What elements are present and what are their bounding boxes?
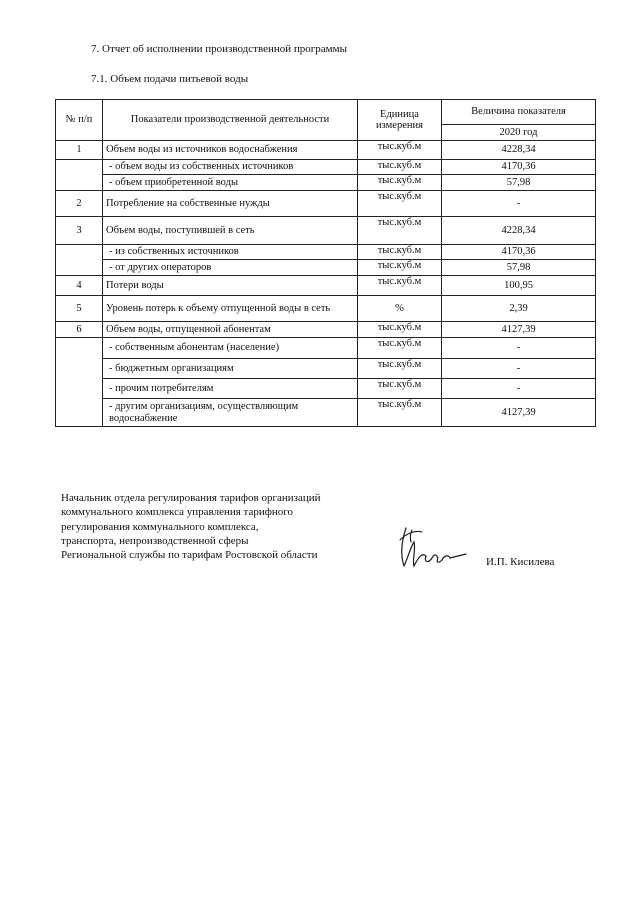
row-name: - объем приобретенной воды [103, 175, 358, 191]
row-num: 1 [56, 141, 103, 160]
section-title: 7. Отчет об исполнении производственной программы [91, 43, 347, 55]
table-row [56, 191, 596, 217]
row-name: - бюджетным организациям [103, 359, 358, 379]
row-value: 4170,36 [442, 245, 596, 260]
signatory-line: Региональной службы по тарифам Ростовской области [61, 549, 318, 562]
signatory-line: регулирования коммунального комплекса, [61, 520, 259, 533]
row-value: - [442, 379, 596, 399]
table-row [56, 217, 596, 245]
table-row [56, 260, 596, 276]
row-unit: тыс.куб.м [358, 322, 442, 338]
table-row [56, 245, 596, 260]
row-num: 2 [56, 191, 103, 217]
row-name: - собственным абонентам (население) [103, 338, 358, 359]
row-value: 57,98 [442, 175, 596, 191]
row-name: - от других операторов [103, 260, 358, 276]
row-value: 4228,34 [442, 217, 596, 245]
table-row [56, 296, 596, 322]
row-num [56, 338, 103, 427]
row-value: 100,95 [442, 276, 596, 296]
header-num: № п/п [56, 100, 103, 141]
row-unit: % [358, 296, 442, 322]
row-value: 2,39 [442, 296, 596, 322]
row-name: Потери воды [103, 276, 358, 296]
row-name: Уровень потерь к объему отпущенной воды в сеть [103, 296, 358, 322]
table-row [56, 175, 596, 191]
signer-name: И.П. Кисилева [486, 556, 555, 568]
row-name: Объем воды, отпущенной абонентам [103, 322, 358, 338]
row-unit: тыс.куб.м [358, 379, 442, 399]
table-row [56, 359, 596, 379]
header-unit: Единица измерения [358, 100, 442, 141]
row-name: - объем воды из собственных источников [103, 160, 358, 175]
row-value: 4228,34 [442, 141, 596, 160]
table-row [56, 160, 596, 175]
handwritten-signature [392, 520, 472, 576]
table-row [56, 322, 596, 338]
table-row [56, 338, 596, 359]
row-value: 4127,39 [442, 399, 596, 427]
row-value: - [442, 338, 596, 359]
row-num: 3 [56, 217, 103, 245]
table-row [56, 379, 596, 399]
signatory-line: Начальник отдела регулирования тарифов организаций [61, 492, 321, 504]
header-name: Показатели производственной деятельности [103, 100, 358, 141]
row-unit: тыс.куб.м [358, 175, 442, 191]
water-supply-table [55, 99, 596, 427]
row-name: Потребление на собственные нужды [103, 191, 358, 217]
signatory-line: транспорта, непроизводственной сферы [61, 534, 249, 547]
row-name: - из собственных источников [103, 245, 358, 260]
header-value: Величина показателя [442, 100, 596, 125]
signatory-line: коммунального комплекса управления тарифного [61, 506, 293, 519]
row-name: - прочим потребителям [103, 379, 358, 399]
row-unit: тыс.куб.м [358, 359, 442, 379]
row-unit: тыс.куб.м [358, 399, 442, 427]
row-value: 4170,36 [442, 160, 596, 175]
table-row [56, 399, 596, 427]
row-value: 4127,39 [442, 322, 596, 338]
row-value: 57,98 [442, 260, 596, 276]
row-name: Объем воды, поступившей в сеть [103, 217, 358, 245]
header-year: 2020 год [442, 125, 596, 141]
row-num: 6 [56, 322, 103, 338]
row-name: Объем воды из источников водоснабжения [103, 141, 358, 160]
row-unit: тыс.куб.м [358, 245, 442, 260]
row-unit: тыс.куб.м [358, 217, 442, 245]
row-value: - [442, 359, 596, 379]
row-num: 5 [56, 296, 103, 322]
row-unit: тыс.куб.м [358, 276, 442, 296]
row-name: - другим организациям, осуществляющим водоснабжение [103, 399, 358, 427]
table-row [56, 141, 596, 160]
table-row [56, 276, 596, 296]
signatory-title [61, 491, 321, 562]
subsection-title: 7.1. Объем подачи питьевой воды [91, 73, 249, 85]
row-unit: тыс.куб.м [358, 260, 442, 276]
row-unit: тыс.куб.м [358, 338, 442, 359]
row-unit: тыс.куб.м [358, 141, 442, 160]
row-unit: тыс.куб.м [358, 191, 442, 217]
row-value: - [442, 191, 596, 217]
row-num [56, 245, 103, 276]
row-num [56, 160, 103, 191]
row-unit: тыс.куб.м [358, 160, 442, 175]
row-num: 4 [56, 276, 103, 296]
